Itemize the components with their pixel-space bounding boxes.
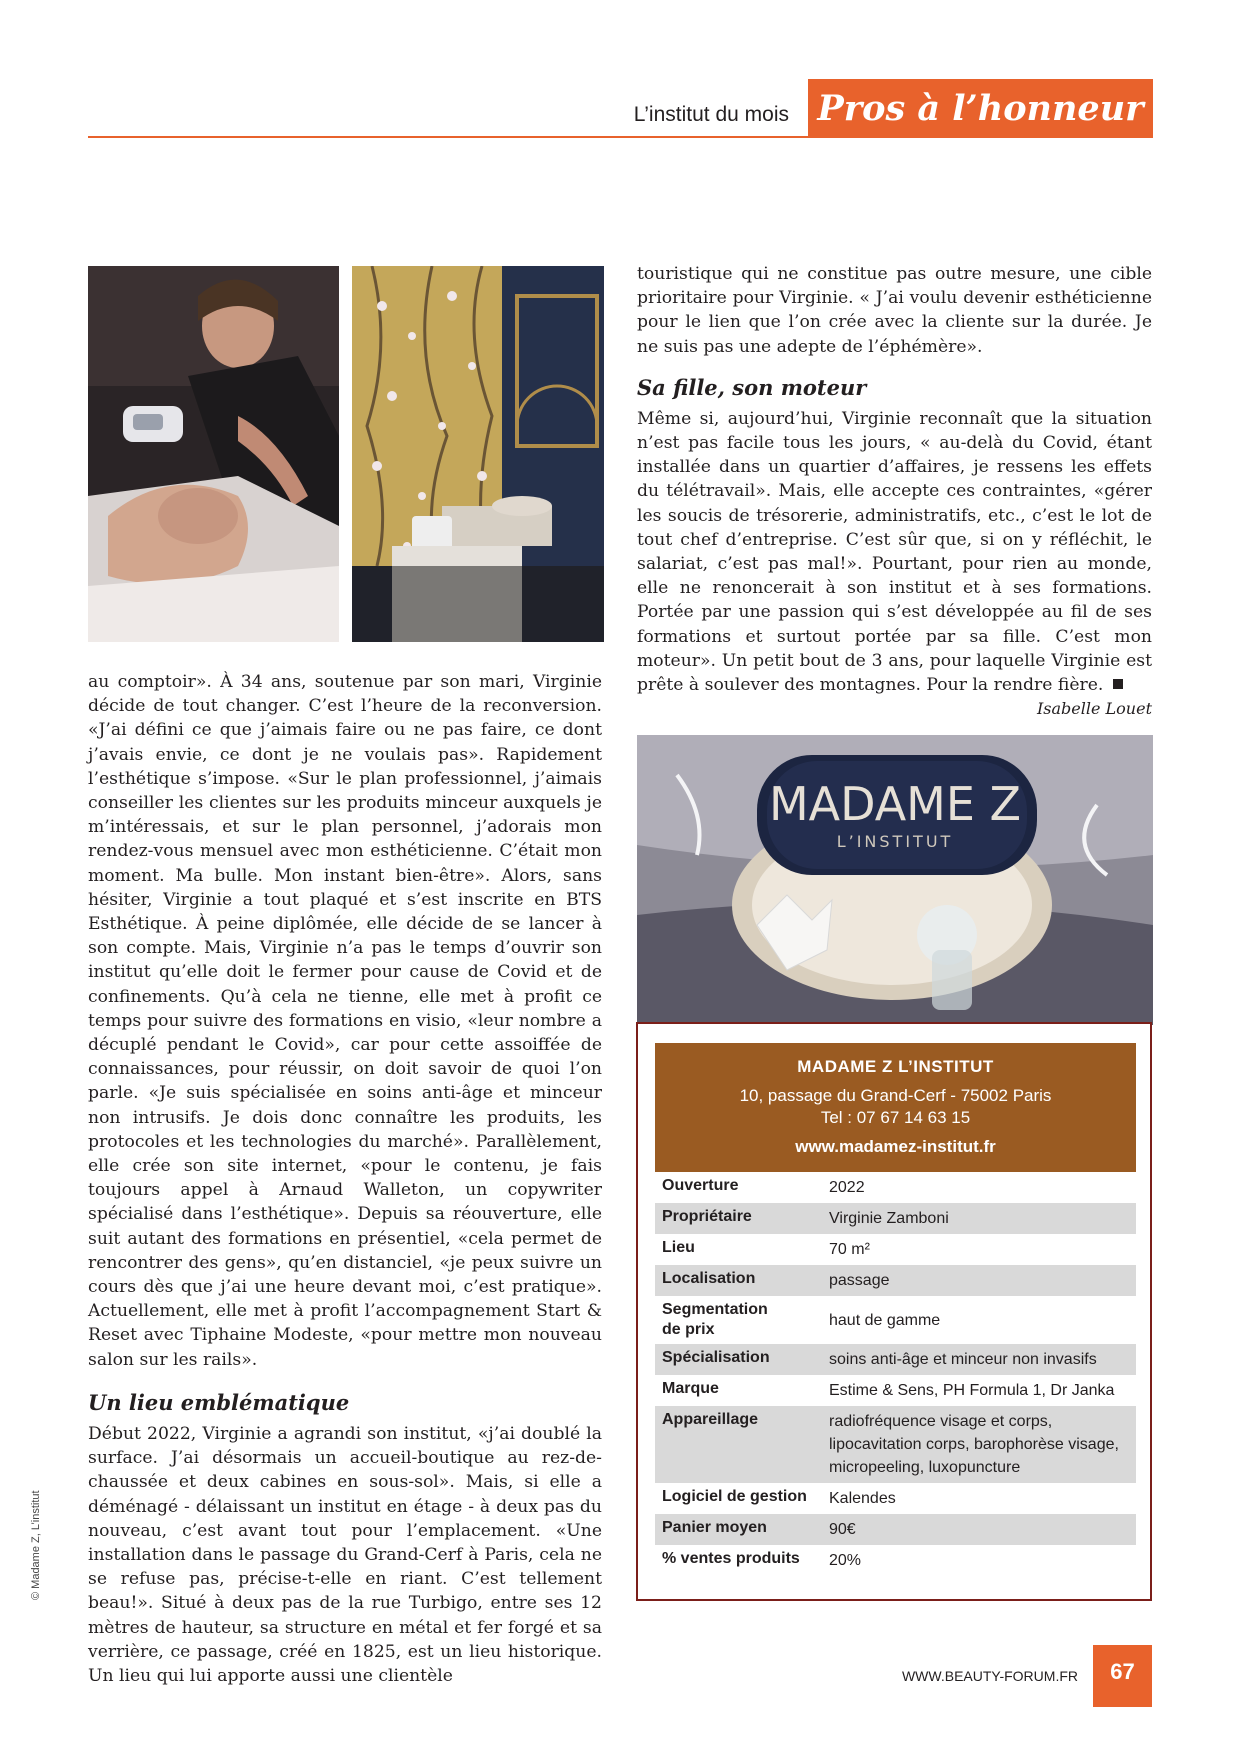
info-value: 70 m² bbox=[829, 1241, 870, 1258]
article-subheading: Un lieu emblématique bbox=[88, 1389, 350, 1415]
info-value: soins anti-âge et minceur non invasifs bbox=[829, 1351, 1097, 1368]
section-title-box bbox=[808, 79, 1153, 138]
institute-address: 10, passage du Grand-Cerf - 75002 Paris bbox=[739, 1086, 1052, 1105]
info-label: Propriétaire bbox=[662, 1208, 752, 1225]
info-value: 20% bbox=[829, 1552, 862, 1569]
institute-phone: Tel : 07 67 14 63 15 bbox=[820, 1108, 971, 1127]
photo-salon-room bbox=[352, 266, 604, 642]
info-value: radiofréquence visage et corps, lipocavitation corps, barophorèse visage, micropeeling, luxopuncture bbox=[829, 1413, 1119, 1476]
article-subheading: Sa fille, son moteur bbox=[637, 374, 867, 400]
info-label: Spécialisation bbox=[662, 1349, 770, 1366]
info-row bbox=[655, 1172, 1136, 1203]
header-rule bbox=[88, 136, 1153, 138]
info-row bbox=[655, 1406, 1136, 1483]
article-paragraph: Début 2022, Virginie a agrandi son institut, «j’ai doublé la surface. J’ai désormais un accueil-boutique au rez-de-chaussée et deux cabines en sous-sol». Mais, si elle a déménagé - délaissant un institut en étage - à deux pas du nouveau, c’est avant tout pour l’emplacement. «Une installation dans le passage du Grand-Cerf à Paris, cela ne se refuse pas, précise-t-elle en riant. C’est tellement beau!». Situé à deux pas de la rue Turbigo, entre ses 12 mètres de hauteur, sa structure en métal et fer forgé et sa verrière, ce passage, créé en 1825, est un lieu historique. Un lieu qui lui apporte aussi une clientèle bbox=[88, 1423, 602, 1686]
towel-sub-text: L’INSTITUT bbox=[836, 832, 954, 851]
info-row bbox=[655, 1234, 1136, 1265]
article-paragraph: touristique qui ne constitue pas outre mesure, une cible prioritaire pour Virginie. « J’ai voulu devenir esthéticienne pour le lien que l’on crée avec la cliente sur la durée. Je ne suis pas une adepte de l’éphémère». bbox=[637, 264, 1152, 357]
info-label: Ouverture bbox=[662, 1177, 739, 1194]
info-value: Estime & Sens, PH Formula 1, Dr Janka bbox=[829, 1382, 1115, 1399]
info-label: Localisation bbox=[662, 1270, 756, 1287]
institute-info-header bbox=[655, 1043, 1136, 1172]
info-label: Marque bbox=[662, 1380, 719, 1397]
info-label: Segmentation de prix bbox=[662, 1301, 768, 1338]
section-label: L’institut du mois bbox=[633, 103, 789, 126]
info-row bbox=[655, 1344, 1136, 1375]
article-paragraph-text: Même si, aujourd’hui, Virginie reconnaît que la situation n’est pas facile tous les jours, « au-delà du Covid, étant installée dans un quartier d’affaires, je ressens les effets du télétravail». Mais, elle accepte ces contraintes, «gérer les soucis de trésorerie, administratifs, etc., c’est le lot de tout chef d’entreprise. C’est sûr que, si on y réfléchit, le salariat, c’est pas mal!». Pourtant, pour rien au monde, elle ne renoncerait à son institut et à ses formations. Portée par une passion qui s’est développée au fil de ses formations et surtout portée par sa fille. C’est mon moteur». Un petit bout de 3 ans, pour laquelle Virginie est prête à soulever des montagnes. Pour la rendre fière. bbox=[637, 408, 1152, 696]
info-row bbox=[655, 1375, 1136, 1406]
info-row bbox=[655, 1483, 1136, 1514]
info-value: haut de gamme bbox=[829, 1311, 941, 1329]
info-row bbox=[655, 1545, 1136, 1576]
section-title: Pros à l’honneur bbox=[817, 88, 1144, 129]
info-label: Logiciel de gestion bbox=[662, 1488, 807, 1505]
info-label: % ventes produits bbox=[662, 1550, 800, 1567]
photo-credit: © Madame Z, L’institut bbox=[30, 1490, 42, 1600]
author-signature: Isabelle Louet bbox=[1036, 699, 1152, 719]
info-label: Panier moyen bbox=[662, 1519, 767, 1536]
info-label: Lieu bbox=[662, 1239, 695, 1256]
article-column-left bbox=[88, 670, 602, 1688]
photo-branded-towel bbox=[637, 735, 1153, 1025]
page-number: 67 bbox=[1093, 1645, 1152, 1707]
info-row bbox=[655, 1296, 1136, 1344]
info-value: 2022 bbox=[829, 1179, 865, 1196]
info-value: 90€ bbox=[829, 1521, 856, 1538]
towel-brand-text: MADAME Z bbox=[768, 777, 1022, 831]
article-column-right bbox=[637, 262, 1152, 718]
institute-info-table bbox=[655, 1172, 1136, 1576]
info-value: passage bbox=[829, 1272, 890, 1289]
institute-website: www.madamez-institut.fr bbox=[795, 1137, 996, 1156]
info-row bbox=[655, 1265, 1136, 1296]
footer-website: WWW.BEAUTY-FORUM.FR bbox=[901, 1668, 1078, 1684]
info-row bbox=[655, 1514, 1136, 1545]
info-row bbox=[655, 1203, 1136, 1234]
info-label: Appareillage bbox=[662, 1411, 759, 1428]
institute-name: MADAME Z L’INSTITUT bbox=[797, 1057, 994, 1076]
end-mark bbox=[1113, 679, 1123, 689]
photo-facial-treatment bbox=[88, 266, 339, 642]
article-paragraph bbox=[637, 407, 1152, 697]
info-value: Kalendes bbox=[829, 1490, 896, 1507]
article-paragraph: au comptoir». À 34 ans, soutenue par son mari, Virginie décide de tout changer. C’est l’heure de la reconversion. «J’ai défini ce que j’aimais faire ou ne pas faire, ce dont j’avais envie, ce dont je ne voulais pas». Rapidement l’esthétique s’impose. «Sur le plan professionnel, j’aimais conseiller les clientes sur les produits minceur auxquels je m’intéressais, et sur le plan personnel, j’adorais mon rendez-vous mensuel avec mon esthéticienne. C’était mon moment. Ma bulle. Mon instant bien-être». Alors, sans hésiter, Virginie a tout plaqué et s’est inscrite en BTS Esthétique. À peine diplômée, elle décide de se lancer à son compte. Mais, Virginie n’a pas le temps d’ouvrir son institut qu’elle doit le fermer pour cause de Covid et de confinements. Qu’à cela ne tienne, elle met à profit ce temps pour suivre des formations en visio, «leur nombre a décuplé pendant le Covid», car pour cette assoiffée de connaissances, pour réussir, on doit savoir de quoi l’on parle. «Je suis spécialisée en soins anti-âge et minceur non intrusifs. Je dois donc connaître les produits, les protocoles et les technologies du marché». Parallèlement, elle crée son site internet, «pour le contenu, je fais toujours appel à Arnaud Walleton, un copywriter spécialisé dans l’esthétique». Depuis sa réouverture, elle suit autant des formations en présentiel, «cela permet de rencontrer des gens», qu’en distanciel, «je peux suivre un cours dès que j’ai une heure devant moi, c’est pratique». Actuellement, elle met à profit l’accompagnement Start & Reset avec Tiphaine Modeste, «pour mettre mon nouveau salon sur les rails». bbox=[88, 672, 602, 1370]
info-value: Virginie Zamboni bbox=[829, 1210, 949, 1227]
